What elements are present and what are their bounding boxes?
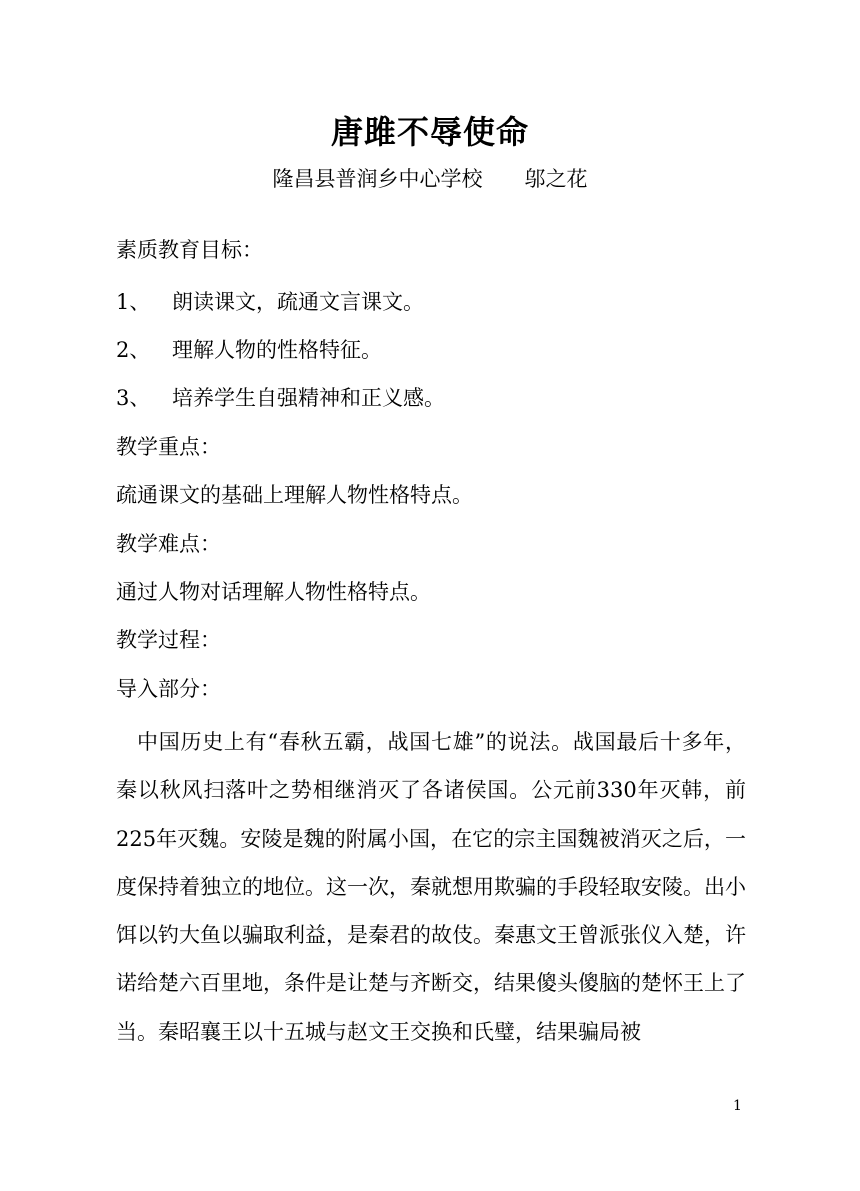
goal-item-1 [116,286,424,318]
goal-item-3 [116,382,445,414]
goal-number: 3、 [116,386,151,410]
difficulty-text: 通过人物对话理解人物性格特点。 [116,580,431,604]
byline [0,163,860,195]
process-heading: 教学过程： [116,628,221,652]
goal-text: 朗读课文，疏通文言课文。 [172,290,424,314]
author-name: 邬之花 [524,167,588,191]
difficulty-heading: 教学难点： [116,532,221,556]
intro-paragraph: 中国历史上有“春秋五霸，战国七雄”的说法。战国最后十多年，秦以秋风扫落叶之势相继消灭了各诸侯国。公元前330年灭韩，前225年灭魏。安陵是魏的附属小国，在它的宗主国魏被消灭之后，一度保持着独立的地位。这一次，秦就想用欺骗的手段轻取安陵。出小饵以钓大鱼以骗取利益，是秦君的故伎。秦惠文王曾派张仪入楚，许诺给楚六百里地，条件是让楚与齐断交，结果傻头傻脑的楚怀王上了当。秦昭襄王以十五城与赵文王交换和氏璧，结果骗局被 [116,730,746,1044]
key-text: 疏通课文的基础上理解人物性格特点。 [116,483,473,507]
school-name: 隆昌县普润乡中心学校 [272,167,483,191]
goal-number: 1、 [116,290,151,314]
goal-text: 理解人物的性格特征。 [172,338,382,362]
goal-text: 培养学生自强精神和正义感。 [172,386,445,410]
goal-item-2 [116,334,382,366]
page-number: 1 [733,1098,742,1114]
goal-number: 2、 [116,338,151,362]
key-heading: 教学重点： [116,435,221,459]
goals-heading: 素质教育目标： [116,238,263,262]
document-title: 唐雎不辱使命 [330,113,529,151]
intro-heading: 导入部分： [116,677,221,701]
